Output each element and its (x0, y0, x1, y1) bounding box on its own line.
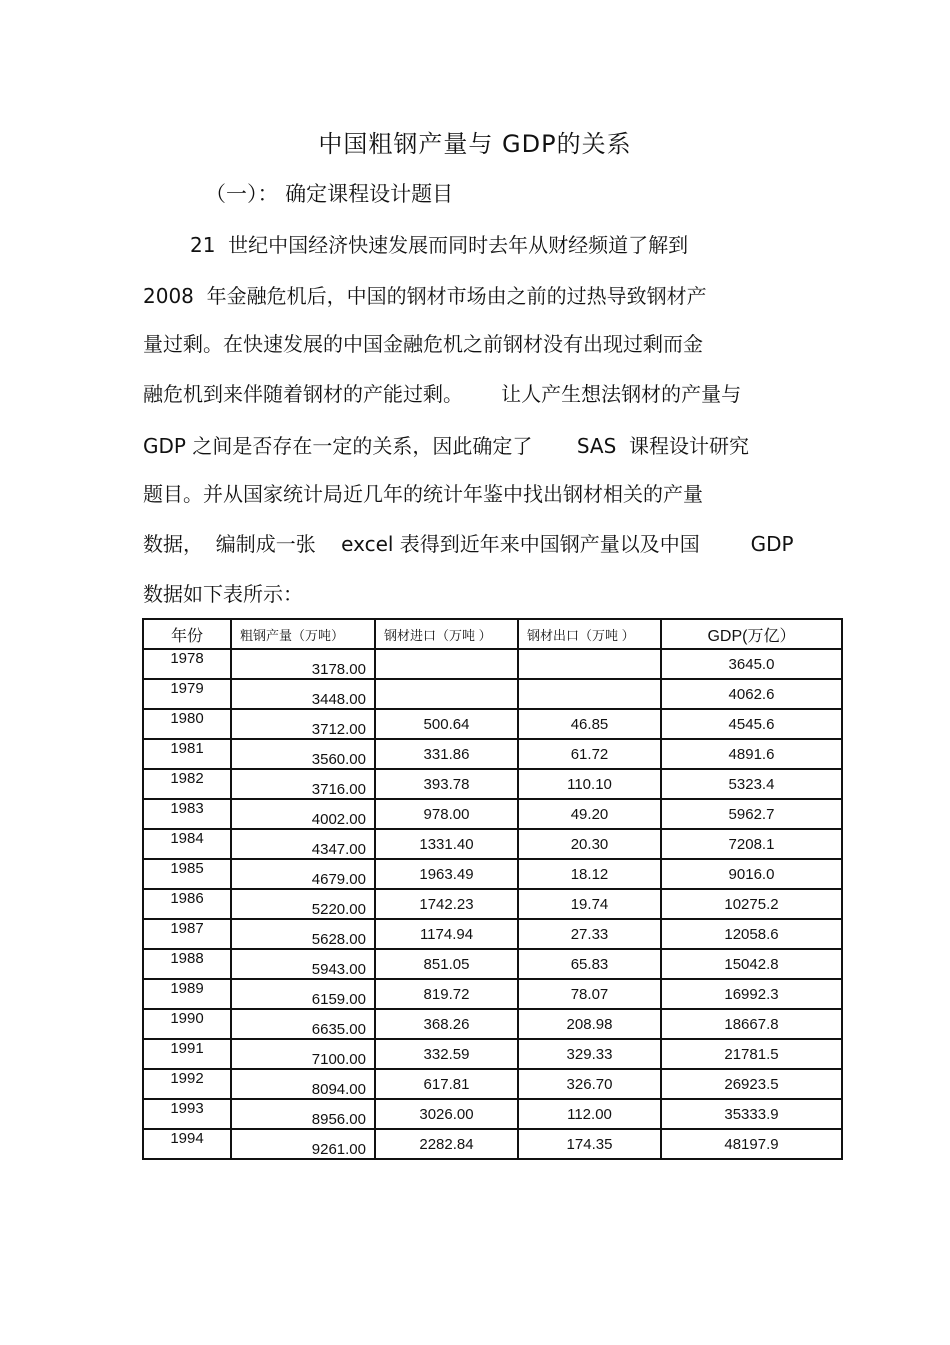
cell-import: 1963.49 (375, 859, 518, 889)
table-row (143, 1129, 842, 1159)
cell-export: 174.35 (518, 1129, 661, 1159)
cell-import: 368.26 (375, 1009, 518, 1039)
cell-year: 1981 (143, 739, 231, 769)
cell-export: 46.85 (518, 709, 661, 739)
cell-year: 1990 (143, 1009, 231, 1039)
cell-crude-steel: 3560.00 (231, 739, 375, 769)
cell-import: 1174.94 (375, 919, 518, 949)
cell-gdp: 4545.6 (661, 709, 842, 739)
cell-year: 1991 (143, 1039, 231, 1069)
cell-export: 61.72 (518, 739, 661, 769)
cell-year: 1994 (143, 1129, 231, 1159)
table-row (143, 1069, 842, 1099)
paragraph-line: 2008 年金融危机后，中国的钢材市场由之前的过热导致钢材产 (143, 284, 707, 308)
cell-year: 1982 (143, 769, 231, 799)
cell-gdp: 15042.8 (661, 949, 842, 979)
cell-gdp: 9016.0 (661, 859, 842, 889)
cell-gdp: 4062.6 (661, 679, 842, 709)
table-row (143, 1009, 842, 1039)
cell-export: 329.33 (518, 1039, 661, 1069)
cell-import: 331.86 (375, 739, 518, 769)
cell-crude-steel: 9261.00 (231, 1129, 375, 1159)
table-row (143, 679, 842, 709)
cell-year: 1986 (143, 889, 231, 919)
cell-crude-steel: 3178.00 (231, 649, 375, 679)
cell-gdp: 26923.5 (661, 1069, 842, 1099)
table-row (143, 709, 842, 739)
cell-import: 393.78 (375, 769, 518, 799)
cell-gdp: 7208.1 (661, 829, 842, 859)
cell-crude-steel: 4347.00 (231, 829, 375, 859)
cell-import: 978.00 (375, 799, 518, 829)
table-row (143, 949, 842, 979)
cell-import: 3026.00 (375, 1099, 518, 1129)
cell-export: 19.74 (518, 889, 661, 919)
table-row (143, 739, 842, 769)
cell-export: 326.70 (518, 1069, 661, 1099)
steel-gdp-table (142, 618, 843, 1160)
table-row (143, 649, 842, 679)
paragraph-line: 题目。并从国家统计局近几年的统计年鉴中找出钢材相关的产量 (143, 482, 703, 506)
table-row (143, 889, 842, 919)
table-row (143, 1099, 842, 1129)
cell-crude-steel: 7100.00 (231, 1039, 375, 1069)
cell-crude-steel: 3716.00 (231, 769, 375, 799)
section-heading: （一）： 确定课程设计题目 (205, 182, 454, 206)
cell-export: 65.83 (518, 949, 661, 979)
cell-year: 1993 (143, 1099, 231, 1129)
cell-crude-steel: 4679.00 (231, 859, 375, 889)
cell-gdp: 48197.9 (661, 1129, 842, 1159)
cell-export: 208.98 (518, 1009, 661, 1039)
cell-gdp: 21781.5 (661, 1039, 842, 1069)
cell-import: 617.81 (375, 1069, 518, 1099)
cell-export: 18.12 (518, 859, 661, 889)
cell-export (518, 649, 661, 679)
cell-import: 332.59 (375, 1039, 518, 1069)
cell-import: 500.64 (375, 709, 518, 739)
cell-year: 1992 (143, 1069, 231, 1099)
cell-crude-steel: 8956.00 (231, 1099, 375, 1129)
header-crude-steel: 粗钢产量（万吨） (231, 619, 375, 649)
cell-crude-steel: 5220.00 (231, 889, 375, 919)
cell-import: 851.05 (375, 949, 518, 979)
cell-year: 1988 (143, 949, 231, 979)
header-gdp: GDP(万亿） (661, 619, 842, 649)
cell-export: 112.00 (518, 1099, 661, 1129)
cell-crude-steel: 5628.00 (231, 919, 375, 949)
cell-gdp: 12058.6 (661, 919, 842, 949)
cell-import (375, 649, 518, 679)
cell-year: 1987 (143, 919, 231, 949)
cell-gdp: 3645.0 (661, 649, 842, 679)
table-header-row (143, 619, 842, 649)
cell-year: 1984 (143, 829, 231, 859)
cell-import: 1331.40 (375, 829, 518, 859)
cell-year: 1989 (143, 979, 231, 1009)
table-row (143, 829, 842, 859)
cell-gdp: 5962.7 (661, 799, 842, 829)
cell-year: 1983 (143, 799, 231, 829)
cell-gdp: 16992.3 (661, 979, 842, 1009)
cell-crude-steel: 3712.00 (231, 709, 375, 739)
cell-year: 1979 (143, 679, 231, 709)
table-row (143, 799, 842, 829)
table-row (143, 919, 842, 949)
cell-gdp: 10275.2 (661, 889, 842, 919)
table-row (143, 859, 842, 889)
table-row (143, 769, 842, 799)
cell-import (375, 679, 518, 709)
cell-import: 819.72 (375, 979, 518, 1009)
header-year: 年份 (143, 619, 231, 649)
cell-crude-steel: 8094.00 (231, 1069, 375, 1099)
cell-crude-steel: 5943.00 (231, 949, 375, 979)
header-import: 钢材进口（万吨 ） (375, 619, 518, 649)
cell-export: 20.30 (518, 829, 661, 859)
cell-import: 2282.84 (375, 1129, 518, 1159)
table-row (143, 1039, 842, 1069)
cell-gdp: 35333.9 (661, 1099, 842, 1129)
cell-export: 78.07 (518, 979, 661, 1009)
cell-year: 1980 (143, 709, 231, 739)
cell-gdp: 4891.6 (661, 739, 842, 769)
paragraph-line: 融危机到来伴随着钢材的产能过剩。 让人产生想法钢材的产量与 (143, 382, 742, 406)
cell-crude-steel: 4002.00 (231, 799, 375, 829)
table-row (143, 979, 842, 1009)
paragraph-line: 量过剩。在快速发展的中国金融危机之前钢材没有出现过剩而金 (143, 332, 703, 356)
cell-import: 1742.23 (375, 889, 518, 919)
paragraph-line: 数据如下表所示： (143, 582, 303, 606)
cell-gdp: 18667.8 (661, 1009, 842, 1039)
paragraph-line: 21 世纪中国经济快速发展而同时去年从财经频道了解到 (190, 233, 689, 257)
cell-year: 1985 (143, 859, 231, 889)
cell-crude-steel: 3448.00 (231, 679, 375, 709)
document-title: 中国粗钢产量与 GDP的关系 (318, 130, 632, 158)
cell-export: 110.10 (518, 769, 661, 799)
cell-year: 1978 (143, 649, 231, 679)
paragraph-line: 数据， 编制成一张 excel 表得到近年来中国钢产量以及中国 GDP (143, 532, 794, 556)
header-export: 钢材出口（万吨 ） (518, 619, 661, 649)
cell-crude-steel: 6635.00 (231, 1009, 375, 1039)
paragraph-line: GDP 之间是否存在一定的关系，因此确定了 SAS 课程设计研究 (143, 434, 749, 458)
cell-export: 27.33 (518, 919, 661, 949)
cell-crude-steel: 6159.00 (231, 979, 375, 1009)
cell-gdp: 5323.4 (661, 769, 842, 799)
cell-export (518, 679, 661, 709)
cell-export: 49.20 (518, 799, 661, 829)
